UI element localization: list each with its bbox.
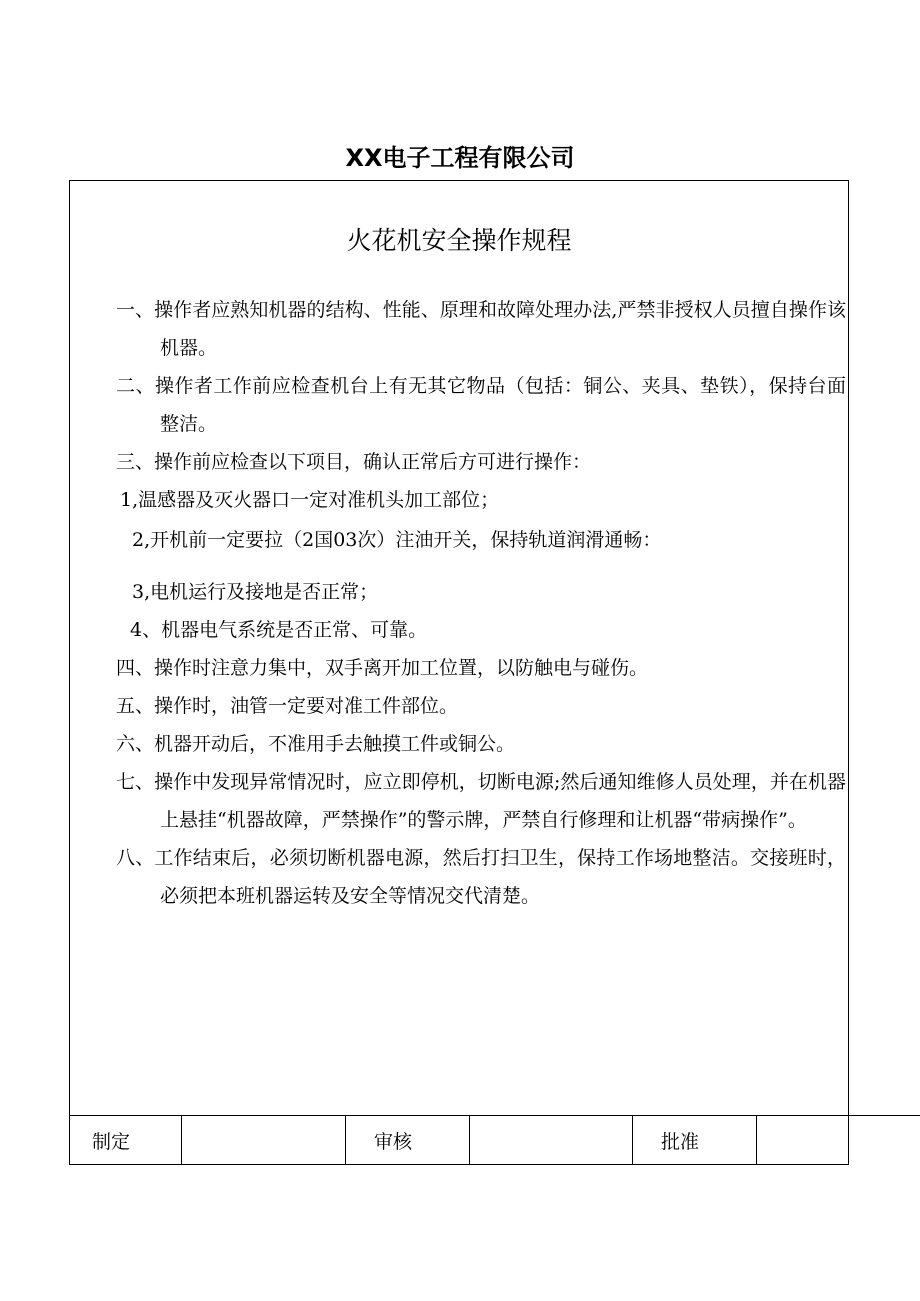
reviewed-value-cell[interactable] xyxy=(470,1116,633,1166)
procedure-item-4: 四、操作时注意力集中，双手离开加工位置，以防触电与碰伤。 xyxy=(116,657,649,679)
procedure-body xyxy=(116,291,846,915)
document-frame xyxy=(69,180,849,1165)
prepared-label: 制定 xyxy=(70,1116,182,1166)
signoff-table xyxy=(70,1115,920,1165)
procedure-item-1: 一、操作者应熟知机器的结构、性能、原理和故障处理办法,严禁非授权人员擅自操作该机器。 xyxy=(116,299,846,359)
procedure-item-6: 六、机器开动后，不准用手去触摸工件或铜公。 xyxy=(116,733,516,755)
check-item-2: 2,开机前一定要拉（2国03次）注油开关，保持轨道润滑通畅： xyxy=(132,529,662,551)
approved-value-cell[interactable] xyxy=(757,1116,920,1166)
prepared-value-cell[interactable] xyxy=(182,1116,346,1166)
signoff-row xyxy=(70,1116,920,1166)
procedure-item-5: 五、操作时，油管一定要对准工件部位。 xyxy=(116,695,459,717)
check-item-4: 4、机器电气系统是否正常、可靠。 xyxy=(130,619,428,641)
check-item-3: 3,电机运行及接地是否正常； xyxy=(132,581,379,603)
procedure-item-3: 三、操作前应检查以下项目，确认正常后方可进行操作： xyxy=(116,451,592,473)
approved-label: 批准 xyxy=(633,1116,757,1166)
reviewed-label: 审核 xyxy=(346,1116,470,1166)
company-name: XX电子工程有限公司 xyxy=(345,144,575,172)
document-title: 火花机安全操作规程 xyxy=(346,226,572,255)
check-item-1: 1,温感器及灭火器口一定对准机头加工部位； xyxy=(120,489,500,511)
procedure-item-8: 八、工作结束后，必须切断机器电源，然后打扫卫生，保持工作场地整洁。交接班时，必须把本班机器运转及安全等情况交代清楚。 xyxy=(116,847,846,907)
procedure-item-7: 七、操作中发现异常情况时，应立即停机，切断电源;然后通知维修人员处理，并在机器上悬挂“机器故障，严禁操作”的警示牌，严禁自行修理和让机器“带病操作”。 xyxy=(116,771,846,831)
procedure-item-2: 二、操作者工作前应检查机台上有无其它物品（包括：铜公、夹具、垫铁），保持台面整洁。 xyxy=(116,375,846,435)
